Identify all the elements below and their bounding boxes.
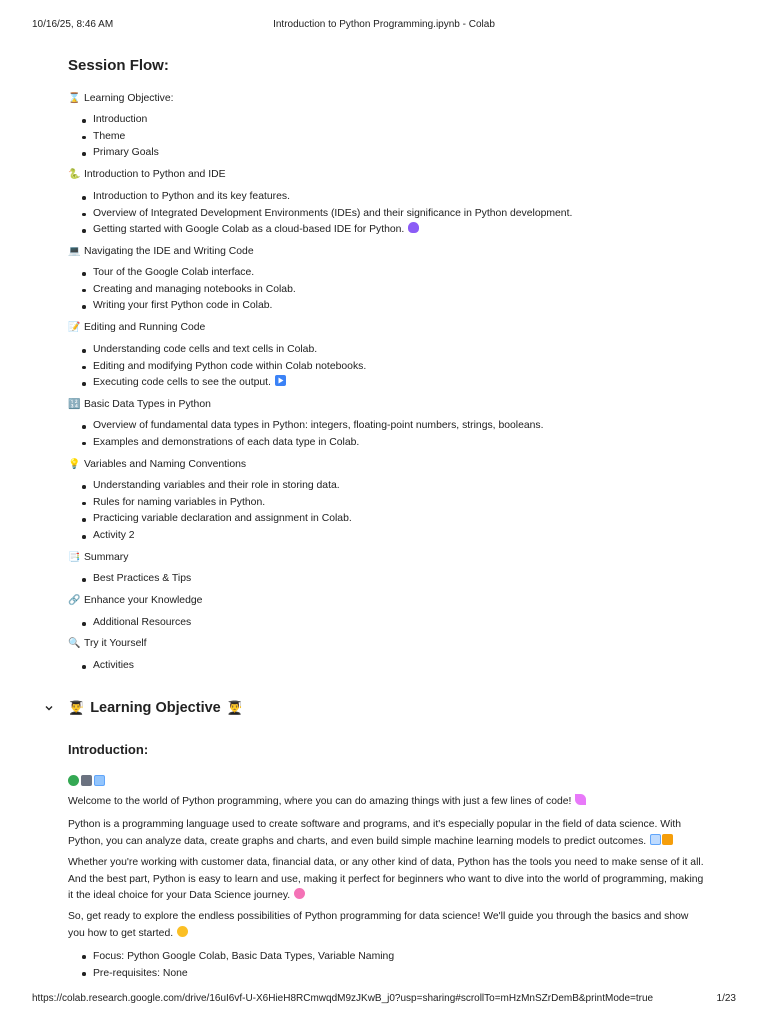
list-item: Understanding code cells and text cells in Colab. [93, 342, 366, 359]
learning-objective-header[interactable] [40, 697, 243, 719]
list-item-text: Executing code cells to see the output. [93, 377, 271, 389]
list-item: Creating and managing notebooks in Colab. [93, 282, 296, 299]
list-item: Introduction [93, 112, 159, 129]
print-title: Introduction to Python Programming.ipynb - Colab [273, 19, 495, 30]
intro-emoji-row [68, 775, 105, 786]
section-try-yourself [68, 637, 147, 651]
list-item: Introduction to Python and its key features. [93, 189, 572, 206]
section-list [93, 571, 191, 588]
graduate-icon: 👨‍🎓 [226, 700, 243, 715]
snake-icon [68, 775, 79, 786]
link-icon: 🔗 [68, 595, 81, 606]
hourglass-icon: ⌛ [68, 93, 81, 104]
intro-paragraph [68, 855, 708, 905]
paragraph-text: Whether you're working with customer data, financial data, or any other kind of data, Python has the tools you need to make sense of it all. And the best part, Python is easy to learn and use, making it perfect for beginners who want to dive into the world of programming, making it the ideal choice for your Data Science journey. [68, 857, 704, 901]
smiling-face-icon [294, 888, 305, 899]
party-popper-icon [575, 794, 586, 805]
lightbulb-icon: 💡 [68, 459, 81, 470]
brain-icon [408, 222, 419, 233]
list-item: Overview of fundamental data types in Python: integers, floating-point numbers, strings, booleans. [93, 418, 544, 435]
computer-icon: 💻 [68, 246, 81, 257]
section-title: Enhance your Knowledge [84, 595, 203, 606]
chart-icon [650, 834, 661, 845]
list-item: Understanding variables and their role in storing data. [93, 478, 352, 495]
intro-paragraph [68, 794, 708, 811]
section-title: Variables and Naming Conventions [84, 459, 247, 470]
list-item: Activities [93, 658, 134, 675]
section-list [93, 418, 544, 451]
pencil-icon: 📝 [68, 322, 81, 333]
print-footer [0, 993, 768, 1007]
magnifier-icon: 🔍 [68, 638, 81, 649]
section-variables [68, 458, 246, 472]
intro-paragraph [68, 817, 708, 850]
computer-icon [81, 775, 92, 786]
section-title: Introduction to Python and IDE [84, 169, 226, 180]
section-list [93, 615, 191, 632]
section-title: Editing and Running Code [84, 322, 206, 333]
section-list [93, 342, 366, 392]
section-editing-running [68, 321, 205, 335]
intro-bullets [93, 948, 394, 982]
print-datetime: 10/16/25, 8:46 AM [32, 19, 114, 30]
list-item: Examples and demonstrations of each data type in Colab. [93, 435, 544, 452]
section-title: Basic Data Types in Python [84, 399, 211, 410]
section-list [93, 658, 134, 675]
list-item: Writing your first Python code in Colab. [93, 298, 296, 315]
paragraph-text: Python is a programming language used to create software and programs, and it's especially popular in the field of data science. With Python, you can analyze data, create graphs and charts, and even build simple machine learning models to predict outcomes. [68, 819, 682, 847]
section-title: Navigating the IDE and Writing Code [84, 246, 254, 257]
list-item: Pre-requisites: None [93, 965, 394, 982]
section-data-types [68, 398, 211, 412]
graduate-icon: 👨‍🎓 [68, 700, 85, 715]
list-item: Overview of Integrated Development Environments (IDEs) and their significance in Python development. [93, 206, 572, 223]
sunglasses-face-icon [177, 926, 188, 937]
learning-objective-title: Learning Objective [90, 700, 221, 716]
list-item: Focus: Python Google Colab, Basic Data Types, Variable Naming [93, 948, 394, 965]
print-header [0, 19, 768, 33]
section-list [93, 189, 572, 239]
section-title: Summary [84, 552, 129, 563]
list-item: Tour of the Google Colab interface. [93, 265, 296, 282]
section-list [93, 265, 296, 315]
list-item [93, 375, 366, 392]
chart-icon [94, 775, 105, 786]
section-navigating-ide [68, 245, 254, 259]
list-item: Practicing variable declaration and assignment in Colab. [93, 511, 352, 528]
session-flow-heading: Session Flow: [68, 57, 169, 74]
play-button-icon [275, 375, 286, 386]
page-url[interactable]: https://colab.research.google.com/drive/16uI6vf-U-X6HieH8RCmwqdM9zJKwB_j0?usp=sharing#scrollTo=mHzMnSZrDemB&printMode=true [32, 993, 654, 1004]
intro-paragraph [68, 909, 708, 942]
introduction-heading: Introduction: [68, 742, 149, 757]
section-summary [68, 551, 128, 565]
section-title: Try it Yourself [84, 638, 147, 649]
memo-icon: 📑 [68, 552, 81, 563]
paragraph-text: So, get ready to explore the endless possibilities of Python programming for data science! We'll guide you through the basics and show you how to get started. [68, 911, 689, 939]
snake-icon: 🐍 [68, 169, 81, 180]
list-item: Editing and modifying Python code within Colab notebooks. [93, 359, 366, 376]
section-enhance-knowledge [68, 594, 202, 608]
list-item: Additional Resources [93, 615, 191, 632]
list-item: Theme [93, 129, 159, 146]
section-python-ide [68, 168, 226, 182]
chevron-down-icon[interactable] [40, 699, 58, 717]
list-item: Activity 2 [93, 528, 352, 545]
list-item: Primary Goals [93, 145, 159, 162]
book-icon [662, 834, 673, 845]
list-item: Rules for naming variables in Python. [93, 495, 352, 512]
page-number: 1/23 [716, 993, 736, 1004]
numbers-icon: 🔢 [68, 399, 81, 410]
list-item [93, 222, 572, 239]
section-list [93, 478, 352, 545]
section-learning-objective [68, 92, 174, 106]
list-item-text: Getting started with Google Colab as a cloud-based IDE for Python. [93, 224, 405, 236]
list-item: Best Practices & Tips [93, 571, 191, 588]
section-list [93, 112, 159, 162]
section-title: Learning Objective: [84, 93, 174, 104]
paragraph-text: Welcome to the world of Python programming, where you can do amazing things with just a few lines of code! [68, 796, 572, 807]
